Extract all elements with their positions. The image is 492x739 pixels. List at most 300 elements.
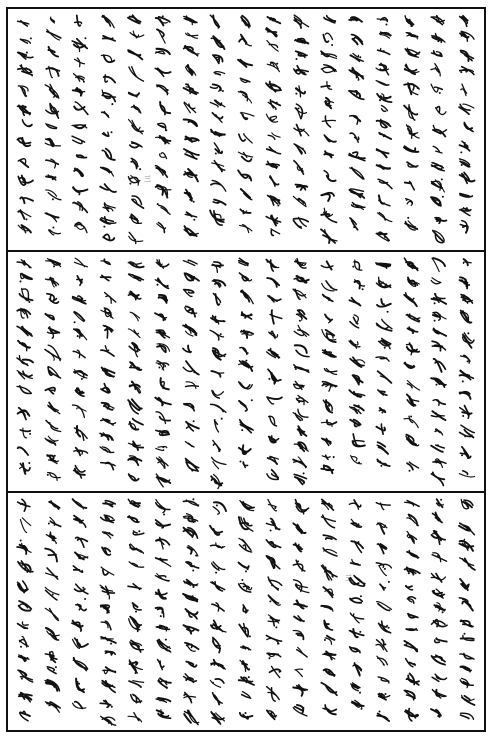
glyph xyxy=(321,82,332,90)
glyph-column xyxy=(125,497,147,728)
glyph xyxy=(100,167,113,176)
glyph xyxy=(463,259,471,265)
glyph-column xyxy=(401,497,423,728)
glyph-strokes xyxy=(263,13,285,246)
glyph xyxy=(157,639,171,652)
glyph xyxy=(432,178,445,192)
glyph-column xyxy=(97,497,119,728)
glyph xyxy=(325,98,333,108)
glyph xyxy=(434,359,446,372)
glyph xyxy=(155,398,171,406)
glyph xyxy=(18,499,30,511)
glyph-strokes xyxy=(97,13,119,246)
glyph-column xyxy=(428,256,450,489)
glyph xyxy=(351,541,363,552)
glyph xyxy=(435,603,446,614)
glyph xyxy=(161,378,169,389)
glyph xyxy=(460,392,471,399)
glyph xyxy=(183,404,194,411)
glyph xyxy=(321,565,337,580)
glyph xyxy=(461,499,473,508)
glyph-strokes xyxy=(346,13,368,246)
glyph xyxy=(324,16,336,23)
glyph xyxy=(437,499,444,507)
glyph xyxy=(241,16,250,28)
glyph xyxy=(75,58,85,67)
glyph-strokes xyxy=(152,256,174,489)
glyph xyxy=(17,260,31,268)
glyph xyxy=(376,81,389,86)
glyph xyxy=(183,674,196,683)
glyph xyxy=(183,324,197,336)
glyph xyxy=(74,102,88,114)
glyph xyxy=(349,390,365,397)
glyph xyxy=(46,420,61,431)
glyph xyxy=(407,515,419,527)
glyph-strokes xyxy=(14,256,36,489)
glyph xyxy=(239,445,251,454)
glyph xyxy=(460,666,471,671)
glyph xyxy=(323,548,337,556)
glyph xyxy=(131,105,141,113)
glyph xyxy=(102,15,114,27)
glyph xyxy=(432,472,445,485)
glyph xyxy=(295,38,309,43)
glyph xyxy=(128,713,142,722)
glyph xyxy=(45,388,55,394)
glyph xyxy=(129,544,143,553)
glyph xyxy=(433,589,445,598)
glyph xyxy=(20,711,30,721)
folio-mark-upper: 三 xyxy=(144,175,151,183)
glyph xyxy=(156,446,167,450)
glyph xyxy=(379,195,390,205)
glyph xyxy=(45,259,60,268)
glyph xyxy=(350,133,359,142)
glyph xyxy=(404,64,418,74)
glyph xyxy=(183,45,198,56)
glyph xyxy=(48,226,60,234)
glyph xyxy=(17,370,32,378)
glyph xyxy=(294,218,309,229)
glyph xyxy=(321,193,334,201)
glyph xyxy=(266,215,280,225)
glyph xyxy=(20,37,32,43)
glyph xyxy=(101,403,114,410)
glyph xyxy=(128,516,139,522)
glyph xyxy=(48,517,61,526)
glyph xyxy=(213,280,226,287)
glyph xyxy=(73,702,86,709)
glyph xyxy=(295,500,308,514)
glyph xyxy=(100,184,116,192)
glyph xyxy=(74,312,85,323)
glyph xyxy=(405,199,412,206)
glyph xyxy=(431,709,441,718)
glyph xyxy=(183,361,199,374)
glyph xyxy=(323,669,334,676)
glyph xyxy=(128,474,138,480)
glyph xyxy=(376,503,390,510)
glyph xyxy=(323,400,332,413)
glyph xyxy=(76,388,85,396)
glyph xyxy=(433,400,445,406)
glyph xyxy=(324,151,333,157)
glyph xyxy=(184,693,196,703)
glyph xyxy=(17,386,31,394)
glyph xyxy=(185,33,197,38)
glyph xyxy=(214,200,226,205)
glyph xyxy=(128,399,142,413)
glyph-strokes xyxy=(69,497,91,728)
glyph xyxy=(128,176,139,186)
glyph-column xyxy=(346,256,368,489)
glyph xyxy=(47,294,59,303)
lower-text-band xyxy=(8,491,484,732)
glyph xyxy=(45,436,58,445)
glyph xyxy=(157,203,170,214)
glyph xyxy=(18,65,32,76)
glyph xyxy=(267,397,282,404)
glyph xyxy=(242,312,253,319)
glyph xyxy=(267,710,277,719)
glyph xyxy=(461,295,473,304)
glyph xyxy=(185,212,196,220)
glyph xyxy=(378,677,389,683)
glyph xyxy=(101,637,116,645)
glyph xyxy=(75,426,88,440)
glyph xyxy=(460,221,467,233)
glyph xyxy=(20,428,31,438)
glyph xyxy=(377,18,387,26)
glyph xyxy=(184,226,198,236)
glyph-column xyxy=(235,497,257,728)
glyph xyxy=(18,210,31,221)
glyph xyxy=(407,162,418,167)
glyph-strokes xyxy=(373,497,395,728)
glyph xyxy=(184,149,199,159)
glyph xyxy=(376,563,391,576)
glyph xyxy=(128,456,141,465)
glyph-strokes xyxy=(456,13,478,246)
glyph xyxy=(405,181,415,189)
glyph-strokes xyxy=(401,256,423,489)
glyph xyxy=(18,447,28,455)
glyph xyxy=(460,678,473,687)
glyph xyxy=(293,631,303,640)
glyph xyxy=(128,329,140,338)
glyph xyxy=(350,357,365,367)
manuscript-page xyxy=(6,7,486,732)
glyph xyxy=(156,166,168,177)
glyph xyxy=(267,278,279,287)
glyph xyxy=(74,329,87,340)
glyph-column xyxy=(14,256,36,489)
glyph-column xyxy=(401,13,423,246)
glyph xyxy=(294,560,306,571)
glyph xyxy=(103,234,114,240)
glyph xyxy=(239,258,248,265)
glyph-strokes xyxy=(42,13,64,246)
glyph xyxy=(211,543,225,548)
glyph xyxy=(157,29,166,44)
glyph xyxy=(294,15,308,28)
glyph xyxy=(293,705,307,716)
glyph xyxy=(45,314,53,320)
glyph xyxy=(433,459,446,468)
glyph xyxy=(102,149,115,160)
glyph xyxy=(76,598,86,611)
glyph xyxy=(156,474,170,487)
glyph xyxy=(349,68,363,80)
glyph xyxy=(157,710,171,718)
glyph xyxy=(407,394,419,406)
glyph xyxy=(73,638,88,648)
glyph xyxy=(266,114,277,122)
glyph xyxy=(268,133,280,140)
glyph xyxy=(102,111,109,117)
glyph xyxy=(74,516,86,527)
glyph xyxy=(266,556,280,569)
glyph xyxy=(322,382,336,392)
glyph xyxy=(461,310,472,322)
glyph xyxy=(325,314,332,322)
glyph xyxy=(268,595,280,605)
glyph xyxy=(432,573,446,581)
glyph xyxy=(72,125,87,128)
glyph xyxy=(155,278,168,288)
glyph xyxy=(72,621,83,631)
glyph xyxy=(46,66,59,77)
glyph xyxy=(349,340,360,348)
glyph xyxy=(377,277,391,287)
glyph xyxy=(157,85,169,95)
glyph xyxy=(376,263,390,268)
glyph-strokes xyxy=(318,497,340,728)
glyph xyxy=(460,447,471,458)
glyph xyxy=(74,74,85,83)
glyph-strokes xyxy=(373,256,395,489)
glyph xyxy=(322,350,336,357)
glyph-strokes xyxy=(318,256,340,489)
glyph xyxy=(130,312,140,321)
glyph xyxy=(433,231,445,243)
glyph xyxy=(158,660,164,670)
glyph-column xyxy=(456,497,478,728)
glyph xyxy=(211,130,225,136)
glyph-strokes xyxy=(318,13,340,246)
glyph xyxy=(266,540,280,548)
glyph xyxy=(380,32,391,38)
glyph xyxy=(459,104,474,114)
glyph xyxy=(407,614,417,618)
glyph xyxy=(431,15,444,24)
glyph xyxy=(349,405,363,414)
glyph xyxy=(48,47,58,57)
glyph xyxy=(405,709,419,721)
glyph xyxy=(405,586,412,590)
glyph-column xyxy=(318,497,340,728)
glyph-column xyxy=(263,13,285,246)
glyph xyxy=(349,116,359,125)
glyph xyxy=(349,189,364,198)
glyph xyxy=(294,523,306,533)
glyph xyxy=(47,455,58,464)
glyph xyxy=(323,651,336,659)
glyph xyxy=(185,306,197,316)
glyph xyxy=(75,584,88,594)
glyph xyxy=(321,51,337,58)
glyph xyxy=(350,456,361,464)
glyph xyxy=(405,48,420,57)
glyph xyxy=(20,288,33,303)
glyph xyxy=(212,161,225,172)
glyph xyxy=(294,381,304,389)
glyph xyxy=(183,514,197,523)
glyph-strokes xyxy=(180,13,202,246)
glyph xyxy=(211,315,225,324)
glyph xyxy=(323,535,336,539)
glyph-column xyxy=(69,256,91,489)
glyph xyxy=(239,676,254,685)
glyph xyxy=(379,621,391,633)
glyph xyxy=(156,698,170,702)
glyph xyxy=(349,629,363,637)
glyph xyxy=(155,313,167,320)
glyph xyxy=(379,338,391,348)
glyph xyxy=(404,690,415,699)
glyph-strokes xyxy=(428,497,450,728)
glyph xyxy=(324,171,336,182)
glyph xyxy=(351,202,364,209)
glyph xyxy=(156,412,170,424)
glyph xyxy=(376,63,388,74)
glyph xyxy=(155,574,169,582)
glyph xyxy=(324,620,332,629)
glyph xyxy=(240,712,253,719)
glyph xyxy=(211,15,220,28)
glyph xyxy=(18,225,31,233)
glyph xyxy=(45,587,59,600)
glyph xyxy=(321,465,333,473)
glyph xyxy=(157,344,170,352)
glyph xyxy=(45,190,60,200)
glyph xyxy=(432,655,445,664)
glyph xyxy=(435,429,443,435)
glyph xyxy=(48,367,60,378)
glyph xyxy=(213,693,223,705)
glyph xyxy=(377,523,387,534)
glyph-strokes xyxy=(235,497,257,728)
glyph xyxy=(322,499,334,510)
glyph xyxy=(459,471,474,477)
glyph xyxy=(239,538,252,552)
glyph xyxy=(322,455,335,459)
glyph xyxy=(18,138,31,146)
glyph xyxy=(100,605,109,613)
glyph xyxy=(101,515,115,523)
glyph xyxy=(184,290,194,297)
glyph xyxy=(213,55,223,63)
glyph xyxy=(212,712,225,724)
glyph xyxy=(103,667,116,673)
glyph xyxy=(321,420,336,426)
glyph xyxy=(267,40,278,51)
glyph xyxy=(160,102,170,115)
glyph xyxy=(183,594,198,601)
glyph-strokes xyxy=(14,497,36,728)
glyph xyxy=(131,158,141,170)
glyph xyxy=(19,601,32,611)
glyph xyxy=(74,466,85,478)
glyph xyxy=(101,716,116,725)
glyph xyxy=(129,660,142,673)
glyph xyxy=(20,274,32,283)
glyph xyxy=(432,378,447,387)
glyph xyxy=(267,456,278,464)
glyph xyxy=(432,411,446,420)
glyph xyxy=(266,635,281,644)
upper-text-band xyxy=(8,9,484,250)
glyph xyxy=(238,152,252,161)
glyph xyxy=(103,501,115,507)
glyph xyxy=(47,403,59,414)
glyph xyxy=(101,308,113,318)
glyph xyxy=(75,15,82,26)
glyph xyxy=(157,222,166,232)
glyph-column xyxy=(14,13,36,246)
glyph xyxy=(45,549,57,562)
glyph xyxy=(22,120,32,127)
glyph xyxy=(461,633,474,641)
glyph xyxy=(377,459,390,467)
glyph xyxy=(321,515,335,528)
glyph xyxy=(460,406,472,419)
glyph xyxy=(45,213,59,222)
glyph xyxy=(435,218,447,224)
glyph xyxy=(214,72,225,75)
glyph xyxy=(298,426,307,436)
glyph xyxy=(19,693,32,702)
glyph xyxy=(128,274,143,281)
glyph xyxy=(128,67,143,81)
upper-columns xyxy=(14,13,478,246)
glyph-strokes xyxy=(235,13,257,246)
glyph-column xyxy=(42,497,64,728)
glyph xyxy=(432,619,448,627)
glyph xyxy=(295,259,306,268)
glyph xyxy=(349,91,364,100)
glyph-column xyxy=(373,497,395,728)
glyph xyxy=(323,705,337,714)
glyph xyxy=(351,700,363,709)
glyph xyxy=(407,326,417,333)
glyph xyxy=(76,537,88,547)
glyph xyxy=(212,36,225,49)
glyph xyxy=(45,345,61,360)
glyph xyxy=(376,357,389,361)
glyph xyxy=(101,621,111,630)
glyph xyxy=(128,120,143,134)
glyph xyxy=(240,209,250,213)
glyph xyxy=(101,55,114,62)
glyph xyxy=(433,513,443,523)
glyph xyxy=(17,308,30,318)
glyph xyxy=(405,217,417,230)
glyph xyxy=(432,531,446,545)
glyph-column xyxy=(456,256,478,489)
glyph xyxy=(266,260,279,271)
